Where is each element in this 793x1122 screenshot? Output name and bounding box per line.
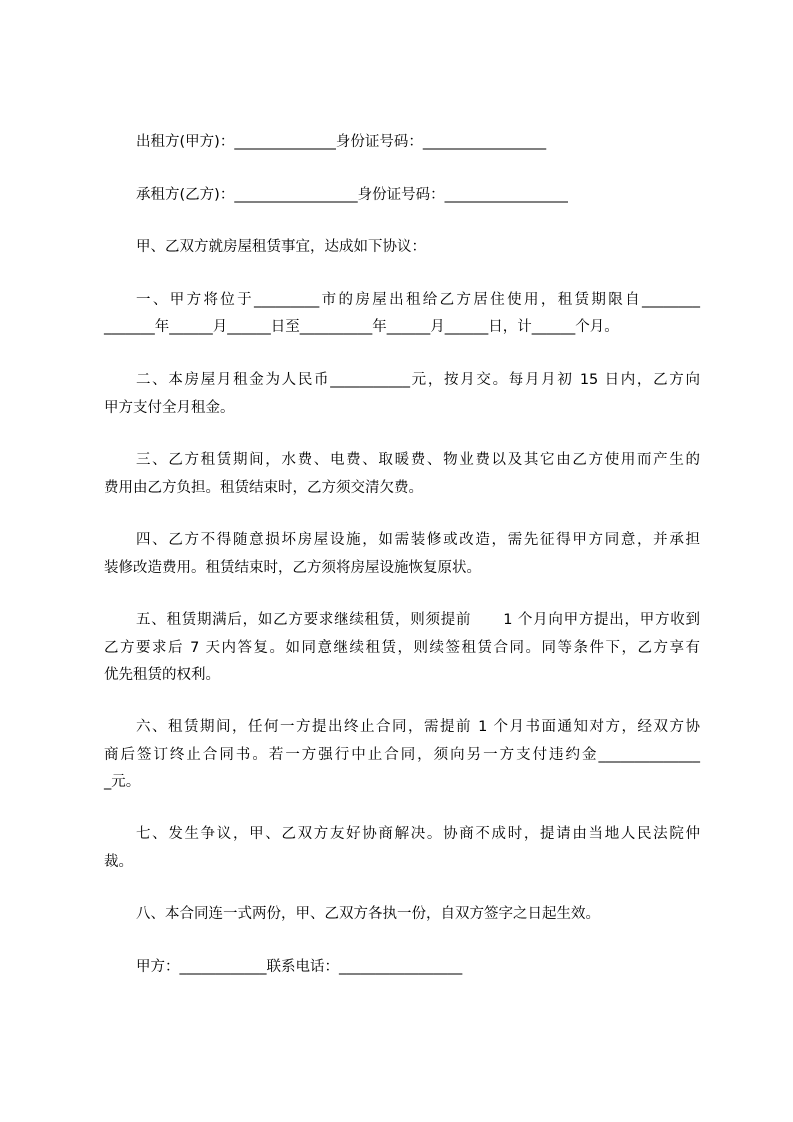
clause-3-line-2: 费用由乙方负担。租赁结束时，乙方须交清欠费。 — [104, 480, 423, 496]
clause-1-line-1: 一、甲方将位于_________市的房屋出租给乙方居住使用，租赁期限自________ — [136, 292, 700, 308]
intro-line: 甲、乙双方就房屋租赁事宜，达成如下协议： — [136, 239, 426, 255]
lessee-line: 承租方(乙方)：_________________身份证号码：_________________ — [136, 187, 568, 203]
clause-8-line: 八、本合同连一式两份，甲、乙双方各执一份，自双方签字之日起生效。 — [136, 906, 600, 922]
clause-6-line-3: _元。 — [104, 774, 141, 790]
signature-line: 甲方：____________联系电话：_________________ — [136, 959, 463, 975]
lessor-line: 出租方(甲方)：______________身份证号码：_________________ — [136, 134, 547, 150]
clause-4-line-2: 装修改造费用。租赁结束时，乙方须将房屋设施恢复原状。 — [104, 560, 481, 576]
clause-7-line-2: 裁。 — [104, 854, 133, 870]
clause-7-line-1: 七、发生争议，甲、乙双方友好协商解决。协商不成时，提请由当地人民法院仲 — [136, 826, 700, 842]
clause-5-line-1: 五、租赁期满后，如乙方要求继续租赁，则须提前 1 个月向甲方提出，甲方收到 — [136, 612, 700, 628]
clause-6-line-2: 商后签订终止合同书。若一方强行中止合同，须向另一方支付违约金______________ — [104, 747, 700, 763]
clause-2-line-2: 甲方支付全月租金。 — [104, 400, 235, 416]
clause-5-line-3: 优先租赁的权利。 — [104, 667, 220, 683]
clause-3-line-1: 三、乙方租赁期间，水费、电费、取暖费、物业费以及其它由乙方使用而产生的 — [136, 452, 700, 468]
clause-6-line-1: 六、租赁期间，任何一方提出终止合同，需提前 1 个月书面通知对方，经双方协 — [136, 719, 700, 735]
clause-4-line-1: 四、乙方不得随意损坏房屋设施，如需装修或改造，需先征得甲方同意，并承担 — [136, 532, 700, 548]
clause-2-line-1: 二、本房屋月租金为人民币___________元，按月交。每月月初 15 日内，乙方向 — [136, 372, 700, 388]
clause-1-line-2: _______年______月______日至__________年______月______日，计______个月。 — [104, 319, 619, 335]
clause-5-line-2: 乙方要求后 7 天内答复。如同意继续租赁，则续签租赁合同。同等条件下，乙方享有 — [104, 640, 700, 656]
